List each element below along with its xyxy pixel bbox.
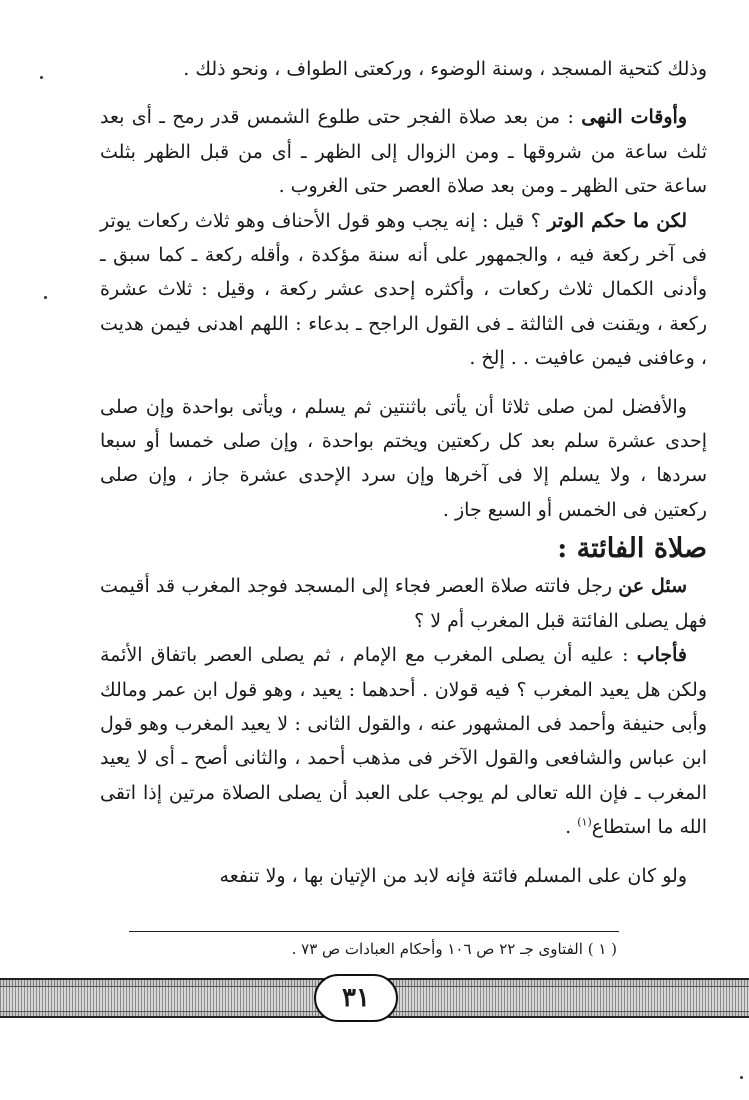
scan-speck xyxy=(44,296,47,299)
paragraph-question xyxy=(100,569,707,638)
paragraph-witr-best xyxy=(100,390,707,528)
main-text xyxy=(100,52,707,893)
paragraph-text: رجل فاتته صلاة العصر فجاء إلى المسجد فوجد المغرب قد أقيمت فهل يصلى الفائتة قبل المغرب أم لا ؟ xyxy=(100,575,707,632)
paragraph-lead: وأوقات النهى xyxy=(581,106,687,129)
scan-speck xyxy=(740,1076,743,1079)
paragraph-lead: سئل عن xyxy=(618,575,687,598)
paragraph-answer xyxy=(100,638,707,844)
footnote-divider xyxy=(129,931,619,932)
page-number: ٣١ xyxy=(314,974,398,1022)
paragraph-continuation xyxy=(100,859,707,893)
section-heading: صلاة الفائتة : xyxy=(557,533,707,565)
footnote-reference[interactable]: (١) xyxy=(577,815,592,829)
footnote-text: ( ١ ) الفتاوى جـ ٢٢ ص ١٠٦ وأحكام العبادات ص ٧٣ . xyxy=(291,940,617,958)
paragraph-text: والأفضل لمن صلى ثلاثا أن يأتى باثنتين ثم يسلم ، ويأتى بواحدة وإن صلى إحدى عشرة سلم بعد كل ركعتين ويختم بواحدة ، وإن صلى خمسا أو سبعا سردها ، ولا يسلم إلا فى آخرها وإن سرد الإحدى عشرة جاز ، وإن صلى ركعتين فى الخمس أو السبع جاز . xyxy=(100,395,707,521)
paragraph-intro xyxy=(100,52,707,86)
paragraph-text: ولو كان على المسلم فائتة فإنه لابد من الإتيان بها ، ولا تنفعه xyxy=(219,864,687,887)
scan-speck xyxy=(40,76,43,79)
paragraph-text: : من بعد صلاة الفجر حتى طلوع الشمس قدر رمح ـ أى بعد ثلث ساعة من شروقها ـ ومن الزوال إلى الظهر ـ أى من قبل الظهر بثلث ساعة حتى الظهر ـ ومن بعد صلاة العصر حتى الغروب . xyxy=(100,106,707,198)
paragraph-forbidden-times xyxy=(100,100,707,203)
paragraph-witr-ruling xyxy=(100,204,707,376)
paragraph-lead: لكن ما حكم الوتر xyxy=(547,209,688,232)
paragraph-text: ؟ قيل : إنه يجب وهو قول الأحناف وهو ثلاث ركعات يوتر فى آخر ركعة فيه ، والجمهور على أنه سنة مؤكدة ، وأقله ركعة ـ كما سبق ـ وأدنى الكمال ثلاث ركعات ، وأكثره إحدى عشر ركعة ، وقيل : ثلاث عشرة ركعة ، ويقنت فى الثالثة ـ فى القول الراجح ـ بدعاء : اللهم اهدنى فيمن هديت ، وعافنى فيمن عافيت . . إلخ . xyxy=(100,209,707,370)
paragraph-lead: فأجاب xyxy=(636,644,687,667)
paragraph-text: وذلك كتحية المسجد ، وسنة الوضوء ، وركعتى الطواف ، ونحو ذلك . xyxy=(183,58,707,80)
paragraph-tail: . xyxy=(565,816,578,839)
paragraph-text: : عليه أن يصلى المغرب مع الإمام ، ثم يصلى العصر باتفاق الأئمة ولكن هل يعيد المغرب ؟ فيه قولان . أحدهما : يعيد ، وهو قول ابن عمر ومالك وأبى حنيفة وأحمد فى المشهور عنه ، والقول الثانى : لا يعيد المغرب وهو قول ابن عباس والشافعى والقول الآخر فى مذهب أحمد ، والثانى أصح ـ أى لا يعيد المغرب ـ فإن الله تعالى لم يوجب على العبد أن يصلى الصلاة مرتين إذا اتقى الله ما استطاع xyxy=(100,644,707,839)
